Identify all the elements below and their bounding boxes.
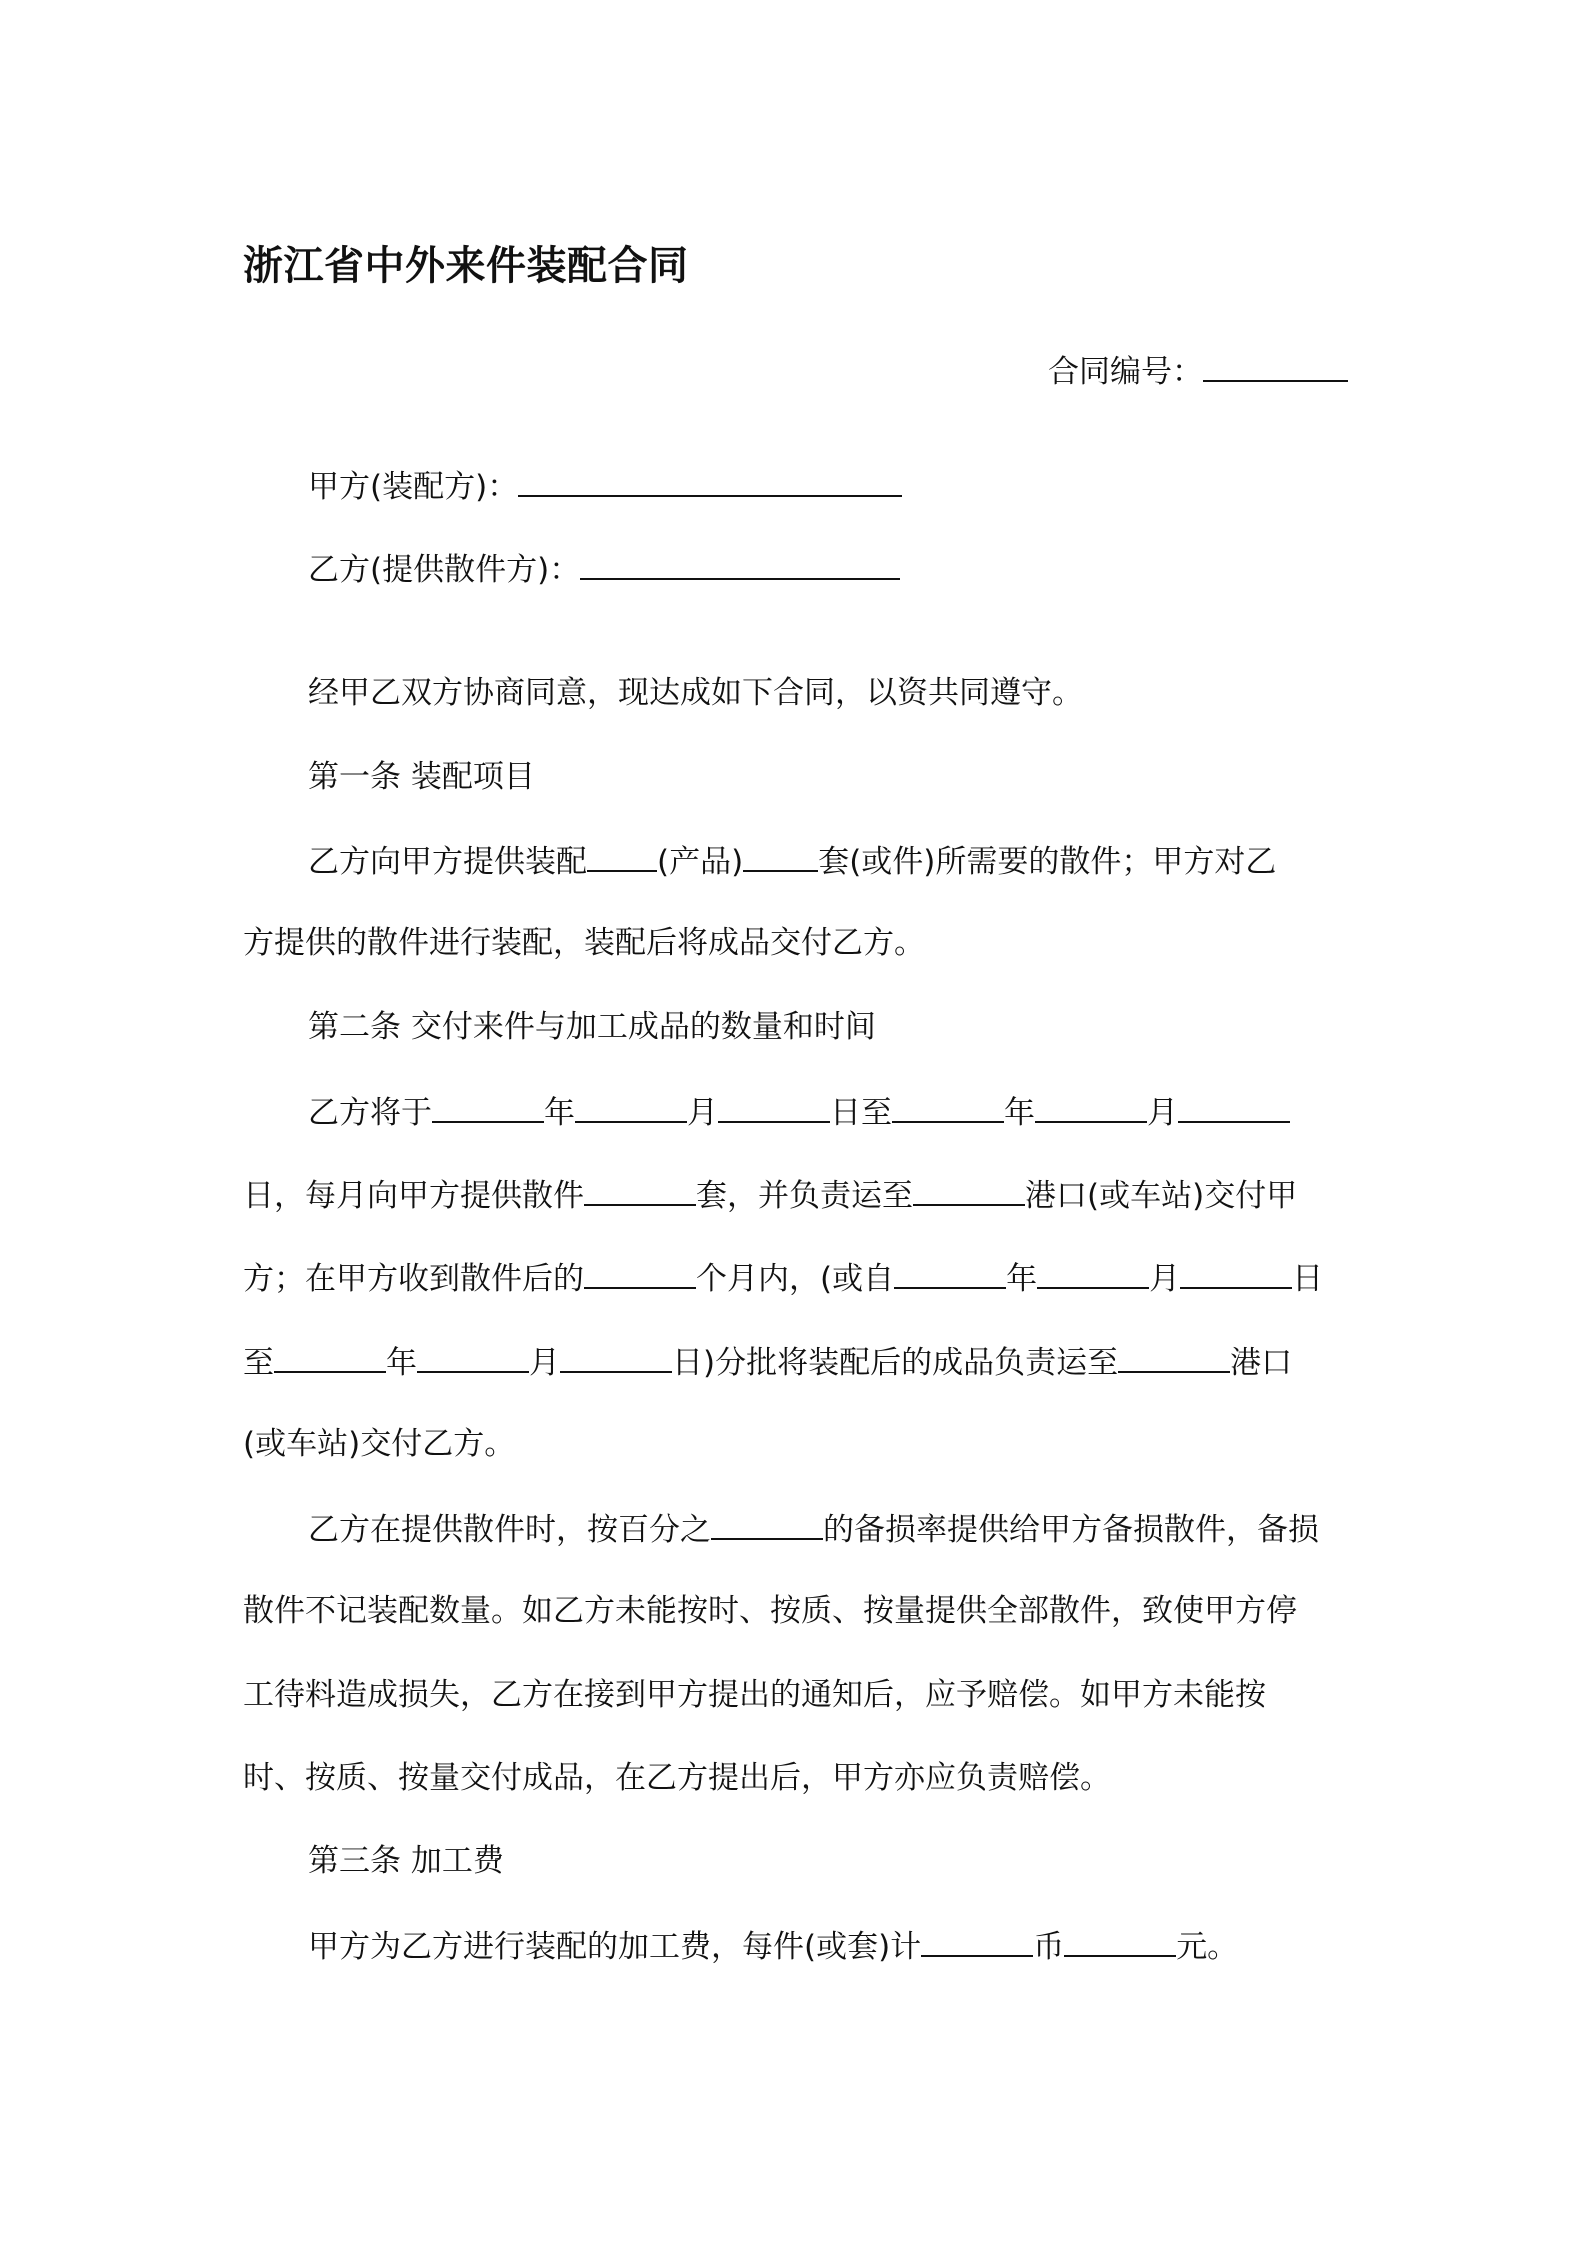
to-year-blank[interactable]: [274, 1341, 386, 1373]
text-segment: 套(或件)所需要的散件；甲方对乙: [818, 844, 1277, 880]
start-month-blank[interactable]: [575, 1091, 687, 1123]
document-title: 浙江省中外来件装配合同: [243, 243, 689, 289]
text-segment: 乙方将于: [308, 1095, 432, 1131]
text-segment: (产品): [657, 844, 744, 880]
article-2-para-2-line-4: 时、按质、按量交付成品，在乙方提出后，甲方亦应负责赔偿。: [243, 1760, 1111, 1796]
from-month-blank[interactable]: [1037, 1257, 1149, 1289]
article-3-heading: 第三条 加工费: [308, 1843, 504, 1879]
product-blank[interactable]: [587, 840, 657, 872]
spare-rate-blank[interactable]: [711, 1508, 823, 1540]
party-b-line: [308, 548, 900, 590]
article-2-line-4: [243, 1341, 1292, 1383]
party-a-label: 甲方(装配方)：: [308, 469, 519, 505]
text-segment: 元。: [1176, 1929, 1239, 1965]
currency-blank[interactable]: [921, 1925, 1033, 1957]
text-segment: 月: [1149, 1261, 1181, 1297]
article-2-para-2-line-2: 散件不记装配数量。如乙方未能按时、按质、按量提供全部散件，致使甲方停: [243, 1593, 1297, 1629]
article-3-line-1: [308, 1925, 1238, 1967]
amount-blank[interactable]: [1064, 1925, 1176, 1957]
text-segment: 至: [243, 1345, 274, 1381]
article-2-line-1: [308, 1091, 1290, 1133]
article-1-line-2: 方提供的散件进行装配，装配后将成品交付乙方。: [243, 925, 925, 961]
monthly-sets-blank[interactable]: [584, 1174, 696, 1206]
contract-number-label: 合同编号：: [1048, 354, 1203, 390]
text-segment: 乙方向甲方提供装配: [308, 844, 587, 880]
party-a-blank[interactable]: [518, 465, 902, 497]
text-segment: 套，并负责运至: [696, 1178, 913, 1214]
article-2-para-2-line-3: 工待料造成损失，乙方在接到甲方提出的通知后，应予赔偿。如甲方未能按: [243, 1677, 1266, 1713]
from-day-blank[interactable]: [1180, 1257, 1292, 1289]
text-segment: 年: [544, 1095, 575, 1131]
article-2-para-2-line-1: [308, 1508, 1319, 1550]
text-segment: 甲方为乙方进行装配的加工费，每件(或套)计: [308, 1929, 922, 1965]
text-segment: 个月内，(或自: [696, 1261, 895, 1297]
party-a-line: [308, 465, 902, 507]
return-port-blank[interactable]: [1118, 1341, 1230, 1373]
contract-number-line: [1048, 350, 1348, 392]
text-segment: 日，每月向甲方提供散件: [243, 1178, 584, 1214]
text-segment: 年: [1006, 1261, 1038, 1297]
text-segment: 日: [1292, 1261, 1324, 1297]
quantity-blank[interactable]: [743, 840, 818, 872]
months-blank[interactable]: [584, 1257, 696, 1289]
text-segment: 方；在甲方收到散件后的: [243, 1261, 584, 1297]
to-day-blank[interactable]: [560, 1341, 672, 1373]
from-year-blank[interactable]: [894, 1257, 1006, 1289]
to-month-blank[interactable]: [417, 1341, 529, 1373]
article-2-line-5: (或车站)交付乙方。: [243, 1426, 516, 1462]
text-segment: 币: [1033, 1929, 1065, 1965]
end-month-blank[interactable]: [1035, 1091, 1147, 1123]
party-b-blank[interactable]: [580, 548, 900, 580]
contract-number-blank[interactable]: [1203, 350, 1348, 382]
text-segment: 港口(或车站)交付甲: [1025, 1178, 1298, 1214]
text-segment: 乙方在提供散件时，按百分之: [308, 1512, 711, 1548]
text-segment: 月: [1147, 1095, 1178, 1131]
end-day-blank[interactable]: [1178, 1091, 1290, 1123]
article-2-line-2: [243, 1174, 1297, 1216]
article-2-heading: 第二条 交付来件与加工成品的数量和时间: [308, 1009, 876, 1045]
article-1-line-1: [308, 840, 1276, 882]
text-segment: 月: [529, 1345, 560, 1381]
text-segment: 日)分批将装配后的成品负责运至: [672, 1345, 1119, 1381]
text-segment: 年: [386, 1345, 417, 1381]
text-segment: 日至: [830, 1095, 892, 1131]
start-day-blank[interactable]: [718, 1091, 830, 1123]
text-segment: 月: [687, 1095, 718, 1131]
start-year-blank[interactable]: [432, 1091, 544, 1123]
text-segment: 的备损率提供给甲方备损散件，备损: [823, 1512, 1319, 1548]
delivery-port-blank[interactable]: [913, 1174, 1025, 1206]
article-1-heading: 第一条 装配项目: [308, 759, 535, 795]
text-segment: 年: [1004, 1095, 1035, 1131]
intro-paragraph: 经甲乙双方协商同意，现达成如下合同，以资共同遵守。: [308, 675, 1083, 711]
party-b-label: 乙方(提供散件方)：: [308, 552, 581, 588]
end-year-blank[interactable]: [892, 1091, 1004, 1123]
article-2-line-3: [243, 1257, 1323, 1299]
text-segment: 港口: [1230, 1345, 1293, 1381]
